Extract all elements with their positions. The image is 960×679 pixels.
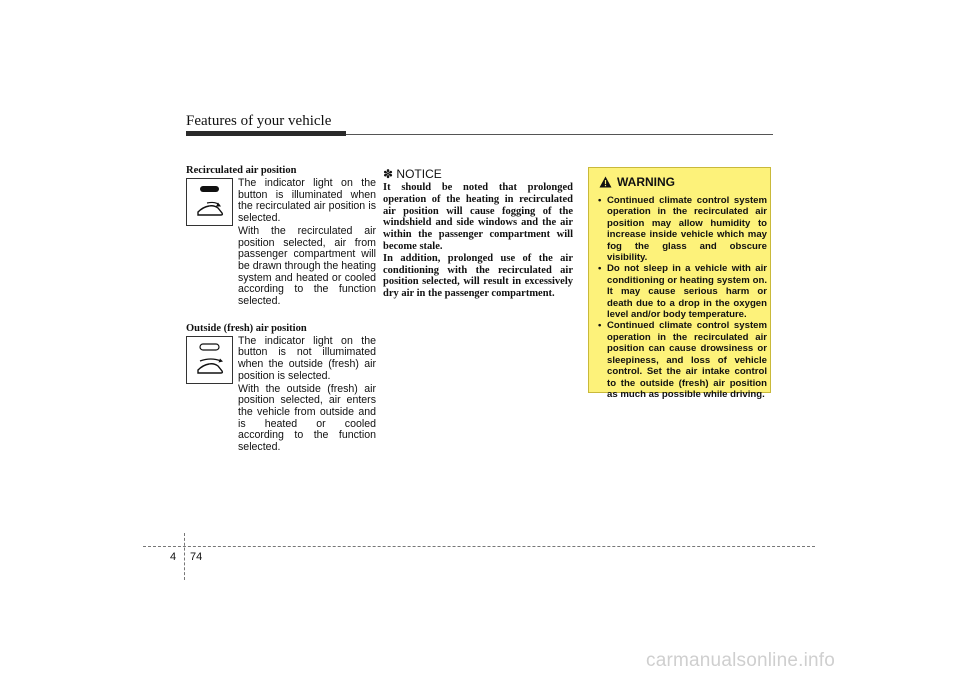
recirculated-title: Recirculated air position <box>186 165 297 176</box>
recirculated-air-icon <box>186 178 233 226</box>
recirculated-paragraph: With the recirculated air position selected, air from passenger compartment will be drawn through the heating system and heated or cooled according to the function selected. <box>238 224 376 308</box>
watermark: carmanualsonline.info <box>646 650 836 671</box>
warning-title: WARNING <box>617 175 675 189</box>
notice-paragraph: It should be noted that prolonged operation of the heating in recirculated air position will cause fogging of the windshield and side windows and the air within the passenger compartment will become stale. <box>383 182 573 252</box>
chapter-number: 4 <box>170 551 177 563</box>
warning-list <box>595 195 767 400</box>
page-number: 74 <box>190 551 203 563</box>
header-rule <box>346 134 773 135</box>
recirculated-paragraph: The indicator light on the button is illuminated when the recirculated air position is selected. <box>238 177 376 225</box>
outside-title: Outside (fresh) air position <box>186 322 307 334</box>
notice-heading-text: NOTICE <box>396 167 442 181</box>
outside-paragraph: The indicator light on the button is not illumimated when the outside (fresh) air position is selected. <box>238 334 376 382</box>
warning-header <box>599 175 675 189</box>
warning-triangle-icon <box>599 176 612 188</box>
page-header-title: Features of your vehicle <box>186 113 332 129</box>
outside-air-icon <box>186 336 233 384</box>
recirculated-section <box>186 178 376 308</box>
notice-column <box>383 167 573 300</box>
footer-dashed-rule <box>143 546 815 547</box>
recirculated-text <box>238 178 376 308</box>
footer-vertical-rule <box>184 533 185 580</box>
warning-item: • Do not sleep in a vehicle with air conditioning or heating system on. It may cause serious harm or death due to a drop in the oxygen level and/or body temperature. <box>595 263 767 320</box>
warning-box <box>588 167 771 400</box>
warning-item: • Continued climate control system operation in the recirculated air position may allow humidity to increase inside vehicle which may fog the glass and obscure visibility. <box>595 195 767 263</box>
header-bar <box>186 131 346 136</box>
notice-paragraph: In addition, prolonged use of the air conditioning with the recirculated air position selected, will result in excessively dry air in the passenger compartment. <box>383 252 573 300</box>
outside-section <box>186 336 376 454</box>
outside-paragraph: With the outside (fresh) air position selected, air enters the vehicle from outside and is heated or cooled according to the function selected. <box>238 382 376 454</box>
notice-heading <box>383 167 573 181</box>
outside-text <box>238 336 376 454</box>
warning-item: • Continued climate control system operation in the recirculated air position can cause drowsiness or sleepiness, and loss of vehicle control. Set the air intake control to the outside (fresh) air position as much as possible while driving. <box>595 320 767 400</box>
notice-symbol-icon: ✽ <box>383 167 394 181</box>
air-intake-column <box>186 165 376 454</box>
